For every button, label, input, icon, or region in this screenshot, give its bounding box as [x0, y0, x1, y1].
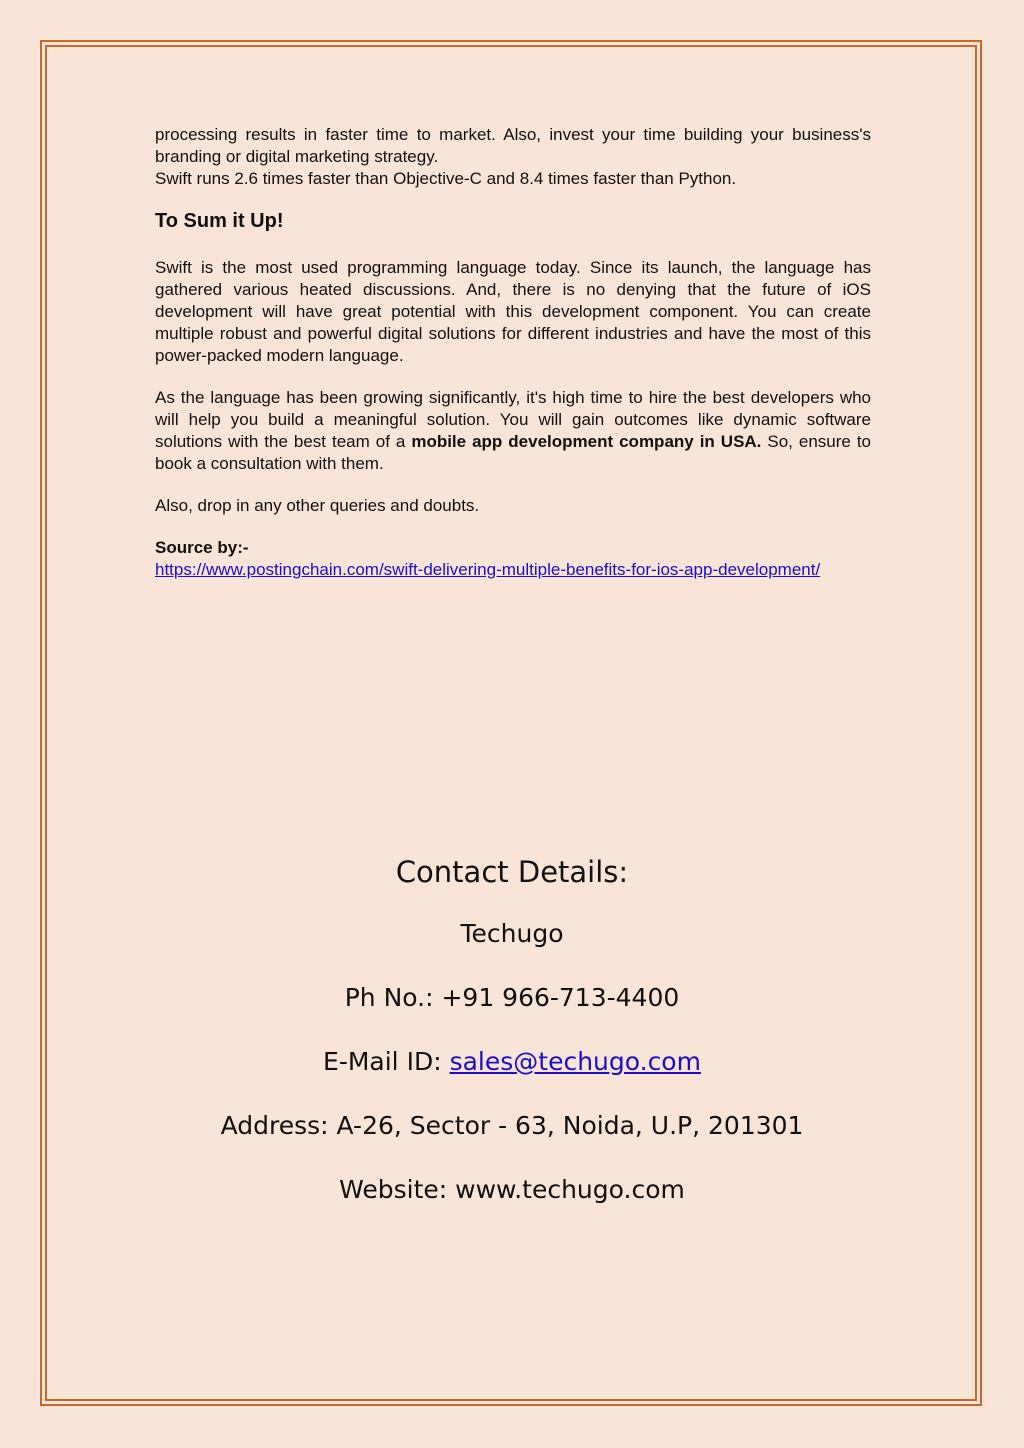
contact-email-label: E-Mail ID:: [323, 1047, 450, 1076]
paragraph-2-start: As the language has been growing significantly, it's high time to hire the best developers who will help you build a meaningful solution. You will gain outcomes like dynamic software solutions with the best team of a: [155, 388, 871, 451]
paragraph-gap: [155, 475, 871, 495]
source-link[interactable]: https://www.postingchain.com/swift-delivering-multiple-benefits-for-ios-app-development/: [155, 560, 821, 579]
contact-title: Contact Details:: [395, 855, 629, 889]
paragraph-2-end: So, ensure to book a consultation with them.: [155, 432, 871, 473]
intro-line-1: processing results in faster time to market. Also, invest your time building your business's branding or digital marketing strategy.: [155, 125, 871, 166]
intro-line-2: Swift runs 2.6 times faster than Objective-C and 8.4 times faster than Python.: [155, 169, 737, 188]
contact-email-line: [0, 1045, 1024, 1079]
paragraph-2-bold: mobile app development company in USA.: [411, 432, 762, 451]
contact-address: Address: A-26, Sector - 63, Noida, U.P, 201301: [220, 1111, 804, 1140]
contact-phone: Ph No.: +91 966-713-4400: [344, 983, 680, 1012]
contact-website: Website: www.techugo.com: [339, 1175, 685, 1204]
source-label: Source by:-: [155, 538, 249, 557]
paragraph-3: Also, drop in any other queries and doubts.: [155, 496, 480, 515]
paragraph-2: [155, 387, 871, 475]
paragraph-1: Swift is the most used programming language today. Since its launch, the language has gathered various heated discussions. And, there is no denying that the future of iOS development will have great potential with this development component. You can create multiple robust and powerful digital solutions for different industries and have the most of this power-packed modern language.: [155, 258, 871, 365]
paragraph-gap: [155, 517, 871, 537]
contact-company: Techugo: [460, 919, 564, 948]
article-body: [155, 124, 871, 581]
intro-paragraph: [155, 124, 871, 190]
paragraph-gap: [155, 367, 871, 387]
section-heading: To Sum it Up!: [155, 210, 284, 232]
contact-email-link[interactable]: sales@techugo.com: [449, 1047, 701, 1076]
